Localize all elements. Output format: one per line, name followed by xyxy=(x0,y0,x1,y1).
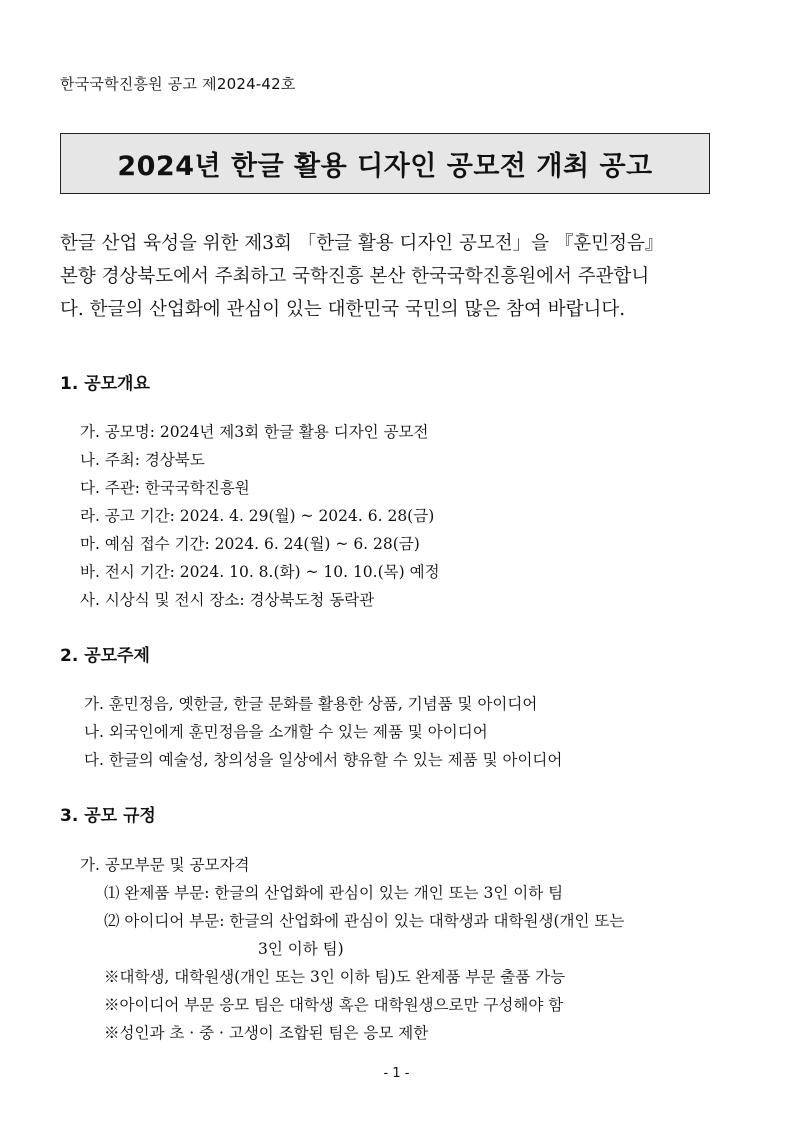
list-item: 가. 훈민정음, 옛한글, 한글 문화를 활용한 상품, 기념품 및 아이디어 xyxy=(84,695,538,713)
list-item: 사. 시상식 및 전시 장소: 경상북도청 동락관 xyxy=(80,591,375,609)
section-heading-overview: 1. 공모개요 xyxy=(60,374,150,394)
list-item: 가. 공모명: 2024년 제3회 한글 활용 디자인 공모전 xyxy=(80,423,429,441)
list-item: 라. 공고 기간: 2024. 4. 29(월) ~ 2024. 6. 28(금) xyxy=(80,507,435,525)
list-item: ⑴ 완제품 부문: 한글의 산업화에 관심이 있는 개인 또는 3인 이하 팀 xyxy=(104,884,564,902)
note-item: ※대학생, 대학원생(개인 또는 3인 이하 팀)도 완제품 부문 출품 가능 xyxy=(104,968,566,986)
list-item: 나. 주최: 경상북도 xyxy=(80,451,205,469)
list-item: ⑵ 아이디어 부문: 한글의 산업화에 관심이 있는 대학생과 대학원생(개인 또는 xyxy=(104,912,625,930)
note-item: ※아이디어 부문 응모 팀은 대학생 혹은 대학원생으로만 구성해야 함 xyxy=(104,996,564,1014)
list-item: 바. 전시 기간: 2024. 10. 8.(화) ~ 10. 10.(목) 예정 xyxy=(80,563,440,581)
list-item-continuation: 3인 이하 팀) xyxy=(258,940,344,958)
list-item: 다. 한글의 예술성, 창의성을 일상에서 향유할 수 있는 제품 및 아이디어 xyxy=(84,751,563,769)
section-heading-rules: 3. 공모 규정 xyxy=(60,806,156,826)
list-item: 마. 예심 접수 기간: 2024. 6. 24(월) ~ 6. 28(금) xyxy=(80,535,420,553)
intro-line: 다. 한글의 산업화에 관심이 있는 대한민국 국민의 많은 참여 바랍니다. xyxy=(60,299,626,320)
intro-line: 한글 산업 육성을 위한 제3회 「한글 활용 디자인 공모전」을 『훈민정음』 xyxy=(60,233,664,254)
section-heading-theme: 2. 공모주제 xyxy=(60,646,150,666)
list-item: 가. 공모부문 및 공모자격 xyxy=(80,856,250,874)
title-box xyxy=(60,133,710,194)
page-number: - 1 - xyxy=(383,1066,410,1081)
intro-line: 본향 경상북도에서 주최하고 국학진흥 본산 한국국학진흥원에서 주관합니 xyxy=(60,266,650,287)
intro-paragraph xyxy=(60,230,750,329)
page-title: 2024년 한글 활용 디자인 공모전 개최 공고 xyxy=(117,151,653,182)
document-number: 한국국학진흥원 공고 제2024-42호 xyxy=(60,75,296,93)
list-item: 나. 외국인에게 훈민정음을 소개할 수 있는 제품 및 아이디어 xyxy=(84,723,488,741)
list-item: 다. 주관: 한국국학진흥원 xyxy=(80,479,250,497)
note-item: ※성인과 초 · 중 · 고생이 조합된 팀은 응모 제한 xyxy=(104,1024,429,1042)
